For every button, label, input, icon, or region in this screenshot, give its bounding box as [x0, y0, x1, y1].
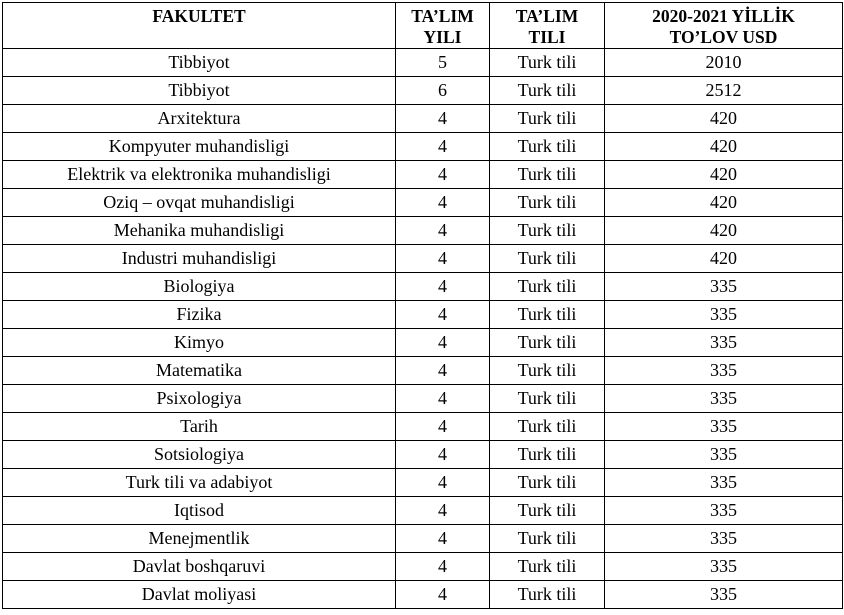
header-tuition [605, 3, 843, 49]
table-row [3, 217, 843, 245]
language-cell: Turk tili [490, 357, 605, 385]
study-years-cell: 4 [396, 469, 490, 497]
tuition-cell: 420 [605, 217, 843, 245]
table-row [3, 161, 843, 189]
faculty-cell: Arxitektura [3, 105, 396, 133]
study-years-cell: 4 [396, 497, 490, 525]
faculty-cell: Davlat boshqaruvi [3, 553, 396, 581]
header-tuition-line2: TO’LOV USD [669, 27, 778, 47]
header-tuition-line1: 2020-2021 YİLLİK [652, 6, 795, 26]
faculty-cell: Industri muhandisligi [3, 245, 396, 273]
faculty-cell: Mehanika muhandisligi [3, 217, 396, 245]
study-years-cell: 4 [396, 105, 490, 133]
study-years-cell: 4 [396, 189, 490, 217]
faculty-cell: Sotsiologiya [3, 441, 396, 469]
tuition-cell: 335 [605, 385, 843, 413]
faculty-cell: Psixologiya [3, 385, 396, 413]
header-faculty [3, 3, 396, 49]
table-row [3, 497, 843, 525]
faculty-cell: Tibbiyot [3, 49, 396, 77]
study-years-cell: 4 [396, 217, 490, 245]
study-years-cell: 4 [396, 273, 490, 301]
tuition-cell: 2010 [605, 49, 843, 77]
study-years-cell: 6 [396, 77, 490, 105]
faculty-cell: Tibbiyot [3, 77, 396, 105]
table-row [3, 413, 843, 441]
tuition-cell: 420 [605, 189, 843, 217]
study-years-cell: 4 [396, 581, 490, 609]
study-years-cell: 4 [396, 525, 490, 553]
tuition-cell: 335 [605, 273, 843, 301]
header-study-years [396, 3, 490, 49]
table-row [3, 301, 843, 329]
tuition-cell: 335 [605, 301, 843, 329]
header-study-years-line1: TA’LIM [411, 6, 474, 26]
table-row [3, 105, 843, 133]
faculty-cell: Davlat moliyasi [3, 581, 396, 609]
tuition-cell: 420 [605, 133, 843, 161]
language-cell: Turk tili [490, 161, 605, 189]
tuition-cell: 335 [605, 357, 843, 385]
table-row [3, 133, 843, 161]
tuition-cell: 2512 [605, 77, 843, 105]
study-years-cell: 4 [396, 245, 490, 273]
table-body [3, 49, 843, 609]
faculty-cell: Iqtisod [3, 497, 396, 525]
header-language-line1: TA’LIM [515, 6, 579, 26]
language-cell: Turk tili [490, 497, 605, 525]
faculty-cell: Fizika [3, 301, 396, 329]
study-years-cell: 4 [396, 441, 490, 469]
study-years-cell: 4 [396, 413, 490, 441]
language-cell: Turk tili [490, 105, 605, 133]
tuition-table [2, 2, 843, 609]
faculty-cell: Elektrik va elektronika muhandisligi [3, 161, 396, 189]
tuition-cell: 335 [605, 329, 843, 357]
table-row [3, 525, 843, 553]
table-row [3, 245, 843, 273]
language-cell: Turk tili [490, 189, 605, 217]
language-cell: Turk tili [490, 385, 605, 413]
language-cell: Turk tili [490, 301, 605, 329]
tuition-cell: 335 [605, 497, 843, 525]
table-row [3, 329, 843, 357]
faculty-cell: Kompyuter muhandisligi [3, 133, 396, 161]
table-row [3, 581, 843, 609]
study-years-cell: 4 [396, 301, 490, 329]
faculty-cell: Biologiya [3, 273, 396, 301]
language-cell: Turk tili [490, 553, 605, 581]
faculty-cell: Oziq – ovqat muhandisligi [3, 189, 396, 217]
language-cell: Turk tili [490, 525, 605, 553]
table-row [3, 385, 843, 413]
faculty-cell: Tarih [3, 413, 396, 441]
faculty-cell: Matematika [3, 357, 396, 385]
language-cell: Turk tili [490, 133, 605, 161]
faculty-cell: Menejmentlik [3, 525, 396, 553]
language-cell: Turk tili [490, 77, 605, 105]
tuition-cell: 335 [605, 441, 843, 469]
table-row [3, 357, 843, 385]
language-cell: Turk tili [490, 581, 605, 609]
table-row [3, 189, 843, 217]
language-cell: Turk tili [490, 441, 605, 469]
header-faculty-line1: FAKULTET [152, 6, 246, 26]
study-years-cell: 4 [396, 161, 490, 189]
faculty-cell: Turk tili va adabiyot [3, 469, 396, 497]
table-row [3, 553, 843, 581]
language-cell: Turk tili [490, 413, 605, 441]
language-cell: Turk tili [490, 245, 605, 273]
study-years-cell: 4 [396, 553, 490, 581]
language-cell: Turk tili [490, 469, 605, 497]
language-cell: Turk tili [490, 49, 605, 77]
table-row [3, 273, 843, 301]
study-years-cell: 4 [396, 133, 490, 161]
table-row [3, 49, 843, 77]
tuition-cell: 335 [605, 469, 843, 497]
study-years-cell: 4 [396, 357, 490, 385]
tuition-cell: 420 [605, 161, 843, 189]
tuition-cell: 335 [605, 525, 843, 553]
header-row [3, 3, 843, 49]
tuition-cell: 335 [605, 413, 843, 441]
header-language [490, 3, 605, 49]
table-row [3, 441, 843, 469]
header-language-line2: TILI [528, 27, 566, 47]
faculty-cell: Kimyo [3, 329, 396, 357]
study-years-cell: 4 [396, 329, 490, 357]
study-years-cell: 5 [396, 49, 490, 77]
study-years-cell: 4 [396, 385, 490, 413]
tuition-cell: 420 [605, 245, 843, 273]
tuition-cell: 335 [605, 581, 843, 609]
tuition-cell: 420 [605, 105, 843, 133]
tuition-cell: 335 [605, 553, 843, 581]
language-cell: Turk tili [490, 217, 605, 245]
language-cell: Turk tili [490, 329, 605, 357]
header-study-years-line2: YILI [423, 27, 462, 47]
table-row [3, 77, 843, 105]
table-row [3, 469, 843, 497]
language-cell: Turk tili [490, 273, 605, 301]
